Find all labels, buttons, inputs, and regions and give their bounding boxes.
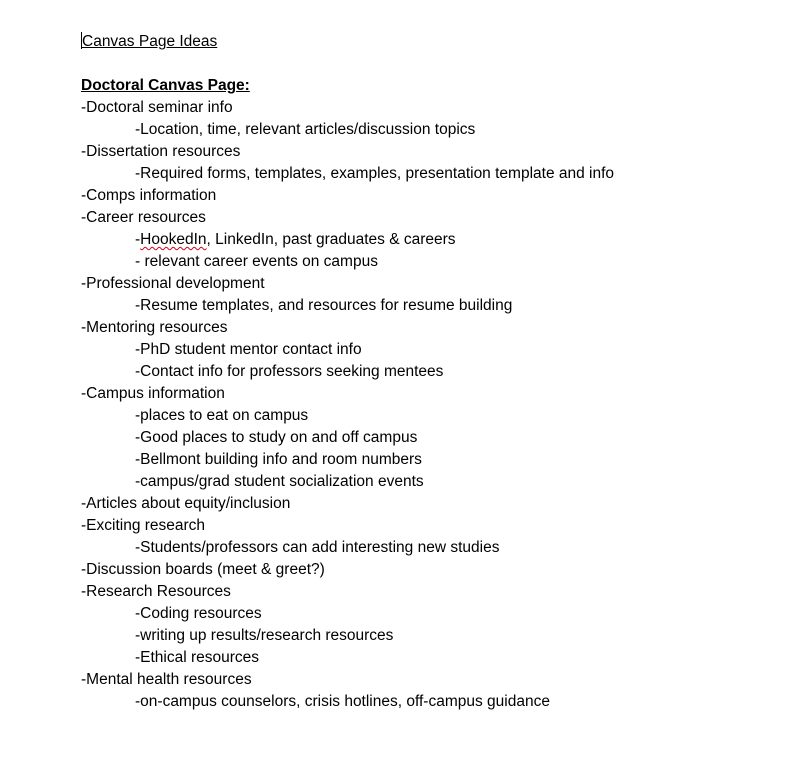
list-item: -Articles about equity/inclusion — [81, 495, 291, 512]
sub-item: - relevant career events on campus — [135, 253, 378, 270]
list-item: -Mental health resources — [81, 671, 252, 688]
list-item: -Mentoring resources — [81, 319, 228, 336]
sub-item: -Bellmont building info and room numbers — [135, 451, 422, 468]
sub-item: -Students/professors can add interesting new studies — [135, 539, 500, 556]
list-item: -Dissertation resources — [81, 143, 241, 160]
sub-item: -places to eat on campus — [135, 407, 309, 424]
sub-item — [81, 229, 781, 251]
list-item: -Exciting research — [81, 517, 206, 534]
sub-item: -writing up results/research resources — [135, 627, 394, 644]
sub-item: -Location, time, relevant articles/discussion topics — [135, 121, 476, 138]
sub-item: -PhD student mentor contact info — [135, 341, 362, 358]
list-item: -Career resources — [81, 209, 206, 226]
sub-item: -Ethical resources — [135, 649, 260, 666]
misspelled-word[interactable]: HookedIn — [140, 231, 207, 248]
outline-list — [81, 97, 781, 713]
sub-item-text: , LinkedIn, past graduates & careers — [206, 231, 456, 248]
section-heading: Doctoral Canvas Page: — [81, 77, 250, 94]
sub-item: -on-campus counselors, crisis hotlines, off-campus guidance — [135, 693, 550, 710]
list-item: -Comps information — [81, 187, 217, 204]
sub-item: -Resume templates, and resources for resume building — [135, 297, 513, 314]
list-item: -Doctoral seminar info — [81, 99, 233, 116]
sub-item: -Required forms, templates, examples, presentation template and info — [135, 165, 615, 182]
document-title: Canvas Page Ideas — [82, 33, 218, 50]
sub-item: -Good places to study on and off campus — [135, 429, 418, 446]
sub-item: -Coding resources — [135, 605, 262, 622]
blank-line — [81, 53, 781, 75]
list-item: -Research Resources — [81, 583, 231, 600]
document-page[interactable] — [81, 31, 781, 713]
list-item: -Professional development — [81, 275, 265, 292]
sub-item: -Contact info for professors seeking mentees — [135, 363, 444, 380]
sub-item: -campus/grad student socialization events — [135, 473, 424, 490]
list-item: -Campus information — [81, 385, 225, 402]
list-item: -Discussion boards (meet & greet?) — [81, 561, 325, 578]
sub-item-prefix: - — [135, 231, 141, 248]
